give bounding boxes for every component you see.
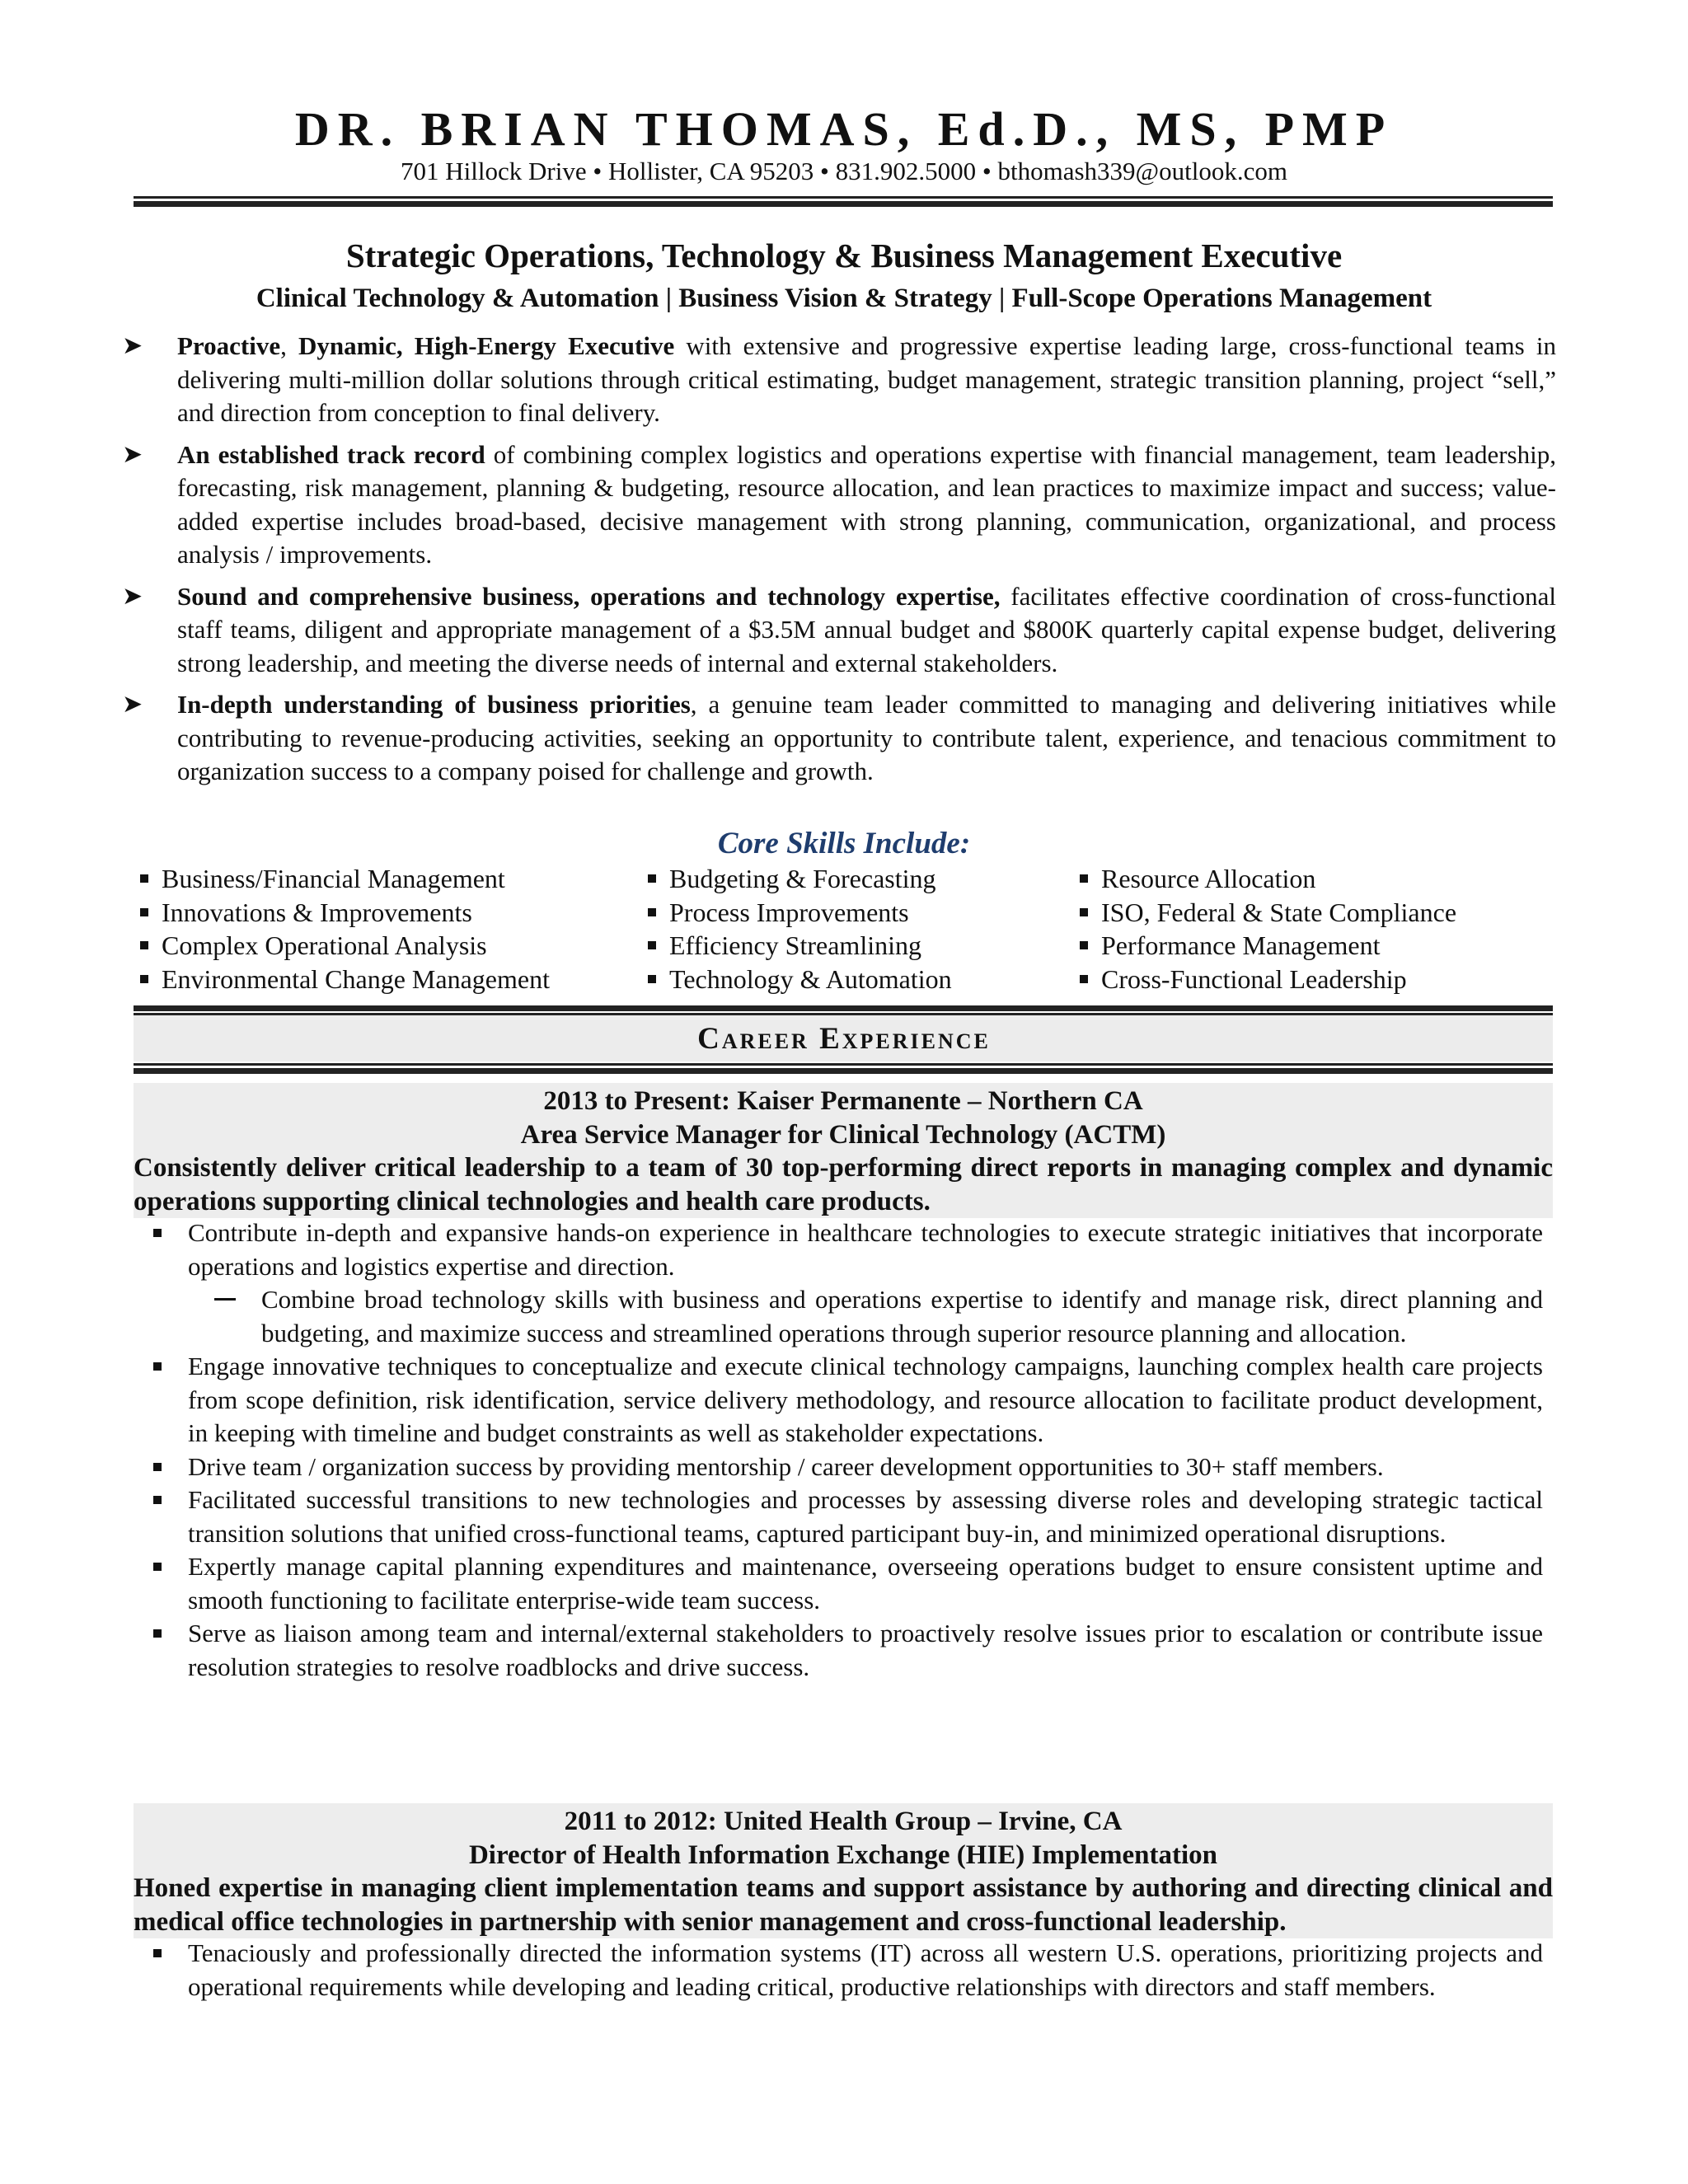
- header-rule-thin: [134, 196, 1553, 199]
- square-bullet-icon: [1080, 908, 1088, 916]
- skill-item: Environmental Change Management: [138, 963, 550, 996]
- dash-bullet-icon: [214, 1298, 236, 1301]
- summary-item: ➤ An established track record of combining complex logistics and operations expertise with financial management, team leadership, forecasting, risk management, planning & budgeting, resource allocation, and lean practices to maximize impact and success; value-added expertise includes broad-based, decisive management with strong planning, communication, organizational, and process analysis / improvements.: [122, 439, 1556, 569]
- summary-item: ➤ Sound and comprehensive business, operations and technology expertise, facilitates effective coordination of cross-functional staff teams, diligent and appropriate management of a $3.5M annual budget and $800K quarterly capital expense budget, delivering strong leadership, and meeting the diverse needs of internal and external stakeholders.: [122, 581, 1557, 677]
- skill-item: Efficiency Streamlining: [646, 929, 952, 963]
- contact-info: 701 Hillock Drive • Hollister, CA 95203 • 831.902.5000 • bthomash339@outlook.com: [401, 157, 1287, 185]
- square-bullet-icon: [648, 874, 656, 883]
- arrow-bullet-icon: ➤: [122, 582, 143, 610]
- square-bullet-icon: [153, 1362, 162, 1371]
- list-item: Engage innovative techniques to conceptualize and execute clinical technology campaigns, launching complex health care projects from scope definition, risk identification, service delivery methodology, and resource allocation to facilitate product development, in keeping with timeline and budget constraints as well as stakeholder expectations.: [148, 1350, 1543, 1451]
- job-role: Area Service Manager for Clinical Technology (ACTM): [520, 1119, 1166, 1150]
- skill-item: Innovations & Improvements: [138, 896, 550, 930]
- summary-item: ➤ Proactive, Dynamic, High-Energy Executive with extensive and progressive expertise leading large, cross-functional teams in delivering multi-million dollar solutions through critical estimating, budget management, strategic transition planning, project “sell,” and direction from conception to final delivery.: [122, 331, 1556, 427]
- job-kaiser: [134, 1085, 1553, 1218]
- skill-item: Performance Management: [1078, 929, 1456, 963]
- skill-item: Business/Financial Management: [138, 862, 550, 896]
- square-bullet-icon: [1080, 874, 1088, 883]
- job-heading: 2013 to Present: Kaiser Permanente – Northern CA: [543, 1086, 1143, 1116]
- skills-column-3: [1078, 862, 1456, 996]
- square-bullet-icon: [153, 1229, 162, 1237]
- skill-item: Budgeting & Forecasting: [646, 862, 952, 896]
- square-bullet-icon: [153, 1496, 162, 1504]
- arrow-bullet-icon: ➤: [122, 691, 143, 718]
- skill-item: Cross-Functional Leadership: [1078, 963, 1456, 996]
- square-bullet-icon: [648, 908, 656, 916]
- skill-item: Complex Operational Analysis: [138, 929, 550, 963]
- job-summary: Honed expertise in managing client implementation teams and support assistance by authoring and directing clinical and medical office technologies in partnership with senior management and cross-functional leadership.: [134, 1873, 1553, 1937]
- square-bullet-icon: [140, 908, 148, 916]
- square-bullet-icon: [153, 1629, 162, 1638]
- header-rule-thick: [134, 201, 1553, 207]
- list-item: Tenaciously and professionally directed the information systems (IT) across all western U.S. operations, prioritizing projects and operational requirements while developing and leading critical, productive relationships with directors and staff members.: [148, 1937, 1543, 2004]
- job-kaiser-bullets: [148, 1216, 1543, 1684]
- square-bullet-icon: [140, 874, 148, 883]
- core-skills-title: Core Skills Include:: [717, 827, 971, 860]
- job-united-health-bullets: [148, 1937, 1543, 2004]
- job-summary: Consistently deliver critical leadership to a team of 30 top-performing direct reports in managing complex and dynamic operations supporting clinical technologies and health care products.: [134, 1153, 1553, 1216]
- square-bullet-icon: [648, 975, 656, 983]
- skill-item: Resource Allocation: [1078, 862, 1456, 896]
- list-item: Contribute in-depth and expansive hands-on experience in healthcare technologies to execute strategic initiatives that incorporate operations and logistics expertise and direction.: [148, 1216, 1543, 1283]
- square-bullet-icon: [648, 941, 656, 949]
- square-bullet-icon: [140, 975, 148, 983]
- skills-column-1: [138, 862, 550, 996]
- job-heading: 2011 to 2012: United Health Group – Irvine, CA: [564, 1807, 1123, 1836]
- profile-subheadline: Clinical Technology & Automation | Business Vision & Strategy | Full-Scope Operations Management: [256, 284, 1432, 313]
- skill-item: Process Improvements: [646, 896, 952, 930]
- job-united-health: [134, 1805, 1553, 1938]
- sub-list-item: Combine broad technology skills with business and operations expertise to identify and manage risk, direct planning and budgeting, and maximize success and streamlined operations through superior resource planning and allocation.: [148, 1283, 1543, 1350]
- profile-headline: Strategic Operations, Technology & Business Management Executive: [345, 237, 1343, 274]
- section-rule-bottom-thin: [134, 1063, 1553, 1066]
- list-item: Drive team / organization success by providing mentorship / career development opportunities to 30+ staff members.: [148, 1451, 1543, 1484]
- skill-item: Technology & Automation: [646, 963, 952, 996]
- square-bullet-icon: [153, 1563, 162, 1571]
- square-bullet-icon: [153, 1463, 162, 1471]
- square-bullet-icon: [140, 941, 148, 949]
- square-bullet-icon: [1080, 975, 1088, 983]
- section-rule-bottom-thick: [134, 1068, 1553, 1074]
- list-item: Facilitated successful transitions to new technologies and processes by assessing diverse roles and developing strategic tactical transition solutions that unified cross-functional teams, captured participant buy-in, and minimized operational disruptions.: [148, 1483, 1543, 1550]
- skills-column-2: [646, 862, 952, 996]
- candidate-name: DR. BRIAN THOMAS, Ed.D., MS, PMP: [294, 102, 1394, 156]
- job-role: Director of Health Information Exchange (HIE) Implementation: [468, 1840, 1218, 1870]
- summary-item: ➤ In-depth understanding of business priorities, a genuine team leader committed to managing and delivering initiatives while contributing to revenue-producing activities, seeking an opportunity to contribute talent, experience, and tenacious commitment to organization success to a company poised for challenge and growth.: [122, 690, 1557, 785]
- square-bullet-icon: [1080, 941, 1088, 949]
- arrow-bullet-icon: ➤: [122, 332, 143, 359]
- arrow-bullet-icon: ➤: [122, 440, 143, 468]
- list-item: Expertly manage capital planning expenditures and maintenance, overseeing operations budget to ensure consistent uptime and smooth functioning to facilitate enterprise-wide team success.: [148, 1550, 1543, 1617]
- summary-list: [122, 330, 1556, 797]
- skill-item: ISO, Federal & State Compliance: [1078, 896, 1456, 930]
- section-title-career-experience: Career Experience: [697, 1022, 991, 1056]
- square-bullet-icon: [153, 1949, 162, 1957]
- list-item: Serve as liaison among team and internal/external stakeholders to proactively resolve issues prior to escalation or contribute issue resolution strategies to resolve roadblocks and drive success.: [148, 1617, 1543, 1684]
- section-rule-top-thick: [134, 1005, 1553, 1011]
